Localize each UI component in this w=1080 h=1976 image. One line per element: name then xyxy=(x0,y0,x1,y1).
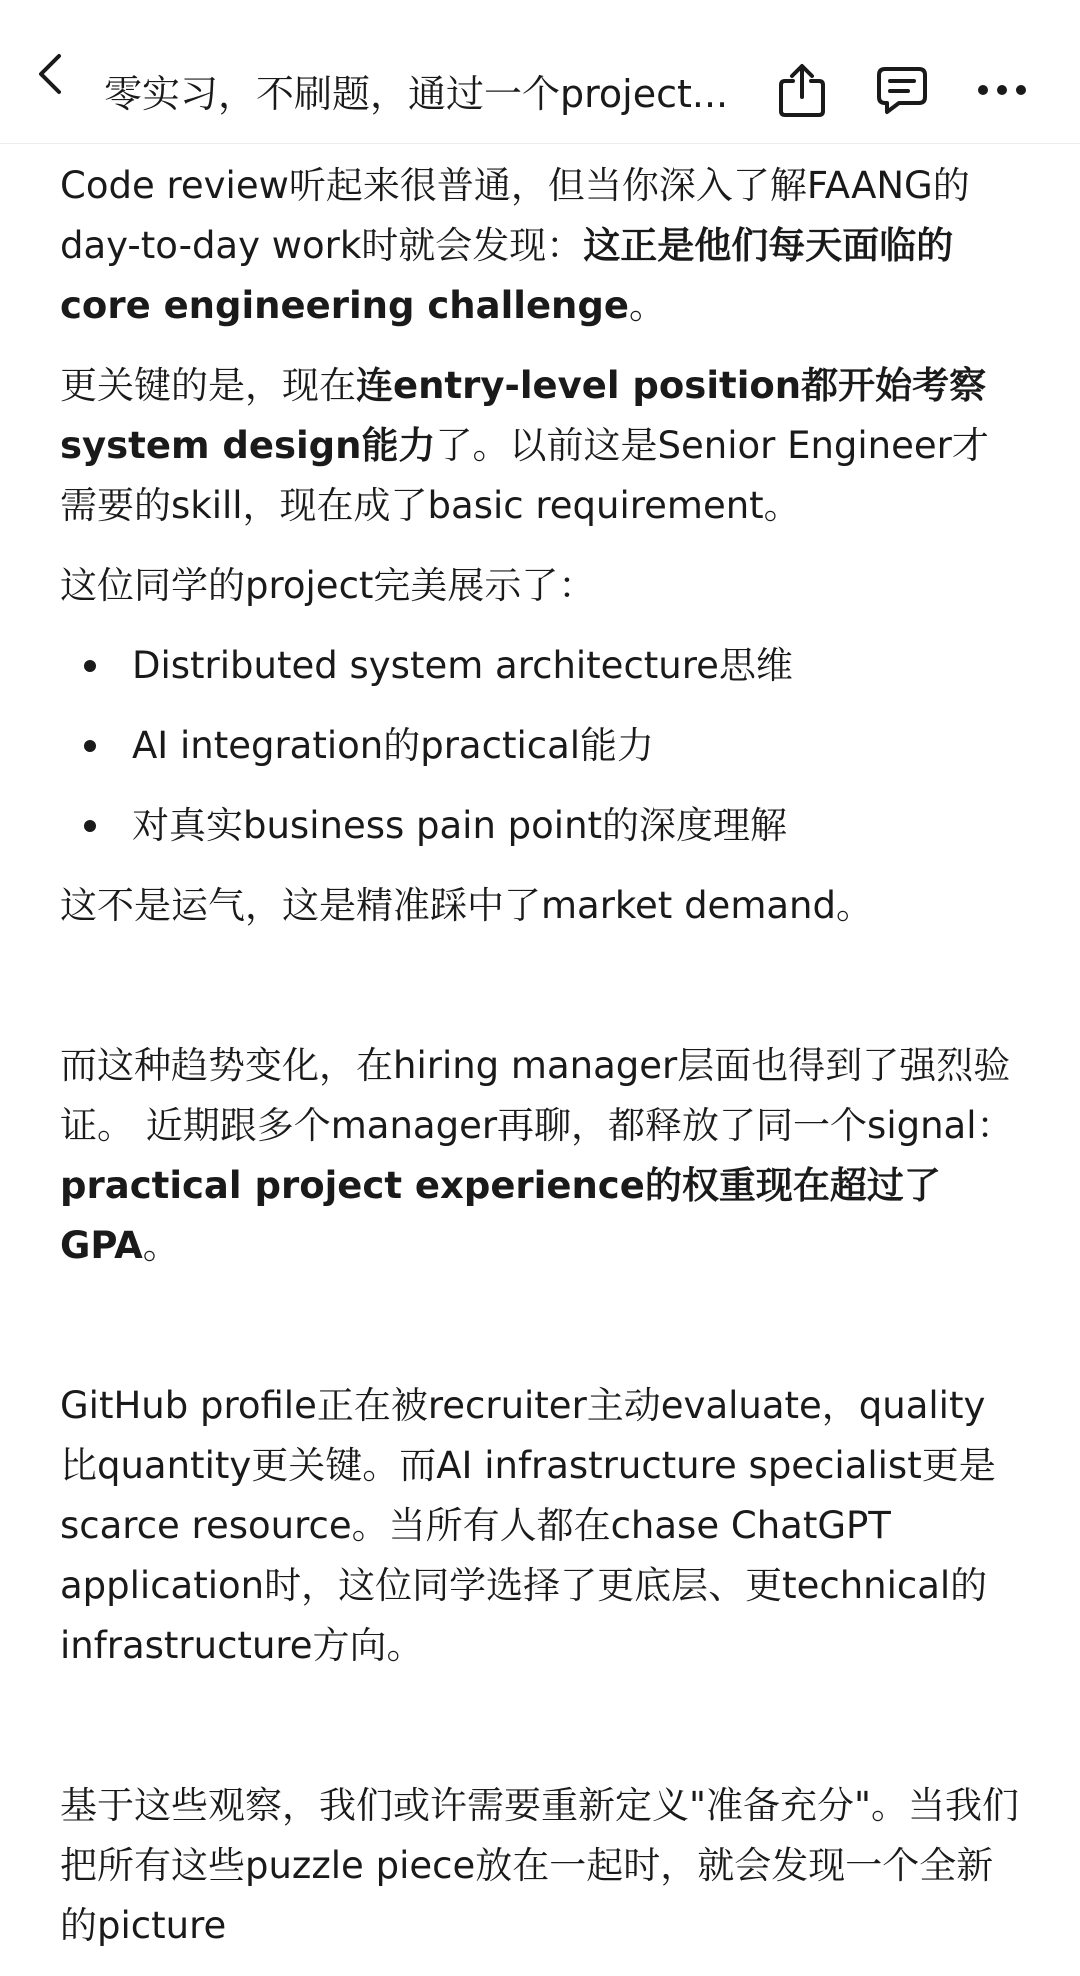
spacer xyxy=(60,956,1020,1036)
spacer xyxy=(60,1696,1020,1776)
paragraph-system-design: 更关键的是，现在连entry-level position都开始考察system design能力了。以前这是Senior Engineer才需要的skill，现在成了basic requirement。 xyxy=(60,364,989,527)
share-icon xyxy=(777,63,827,117)
top-bar xyxy=(0,0,1080,144)
more-button[interactable] xyxy=(970,58,1034,122)
paragraph-project-intro: 这位同学的project完美展示了： xyxy=(60,564,596,607)
paragraph-conclusion: 基于这些观察，我们或许需要重新定义"准备充分"。当我们把所有这些puzzle piece放在一起时，就会发现一个全新的picture xyxy=(60,1784,1020,1947)
share-button[interactable] xyxy=(770,58,834,122)
more-icon xyxy=(977,84,1027,96)
paragraph-hiring-manager: 而这种趋势变化，在hiring manager层面也得到了强烈验证。 近期跟多个manager再聊，都释放了同一个signal：practical project experience的权重现在超过了GPA。 xyxy=(60,1044,1014,1267)
comment-icon xyxy=(875,65,929,115)
list-item: Distributed system architecture思维 xyxy=(60,636,1020,696)
list-item: AI integration的practical能力 xyxy=(60,716,1020,776)
paragraph-code-review: Code review听起来很普通，但当你深入了解FAANG的day-to-day work时就会发现：这正是他们每天面临的core engineering challenge。 xyxy=(60,164,970,327)
list-item: 对真实business pain point的深度理解 xyxy=(60,796,1020,856)
comment-button[interactable] xyxy=(870,58,934,122)
paragraph-github-profile: GitHub profile正在被recruiter主动evaluate，quality比quantity更关键。而AI infrastructure specialist更是scarce resource。当所有人都在chase ChatGPT application时，这位同学选择了更底层、更technical的infrastructure方向。 xyxy=(60,1384,996,1667)
page-title: 零实习，不刷题，通过一个project... xyxy=(104,72,729,116)
paragraph-market-demand: 这不是运气，这是精准踩中了market demand。 xyxy=(60,884,873,927)
spacer xyxy=(60,1296,1020,1376)
article-body xyxy=(60,156,1020,1976)
skill-list xyxy=(60,636,1020,856)
back-button[interactable] xyxy=(26,50,74,98)
back-icon xyxy=(35,52,65,96)
